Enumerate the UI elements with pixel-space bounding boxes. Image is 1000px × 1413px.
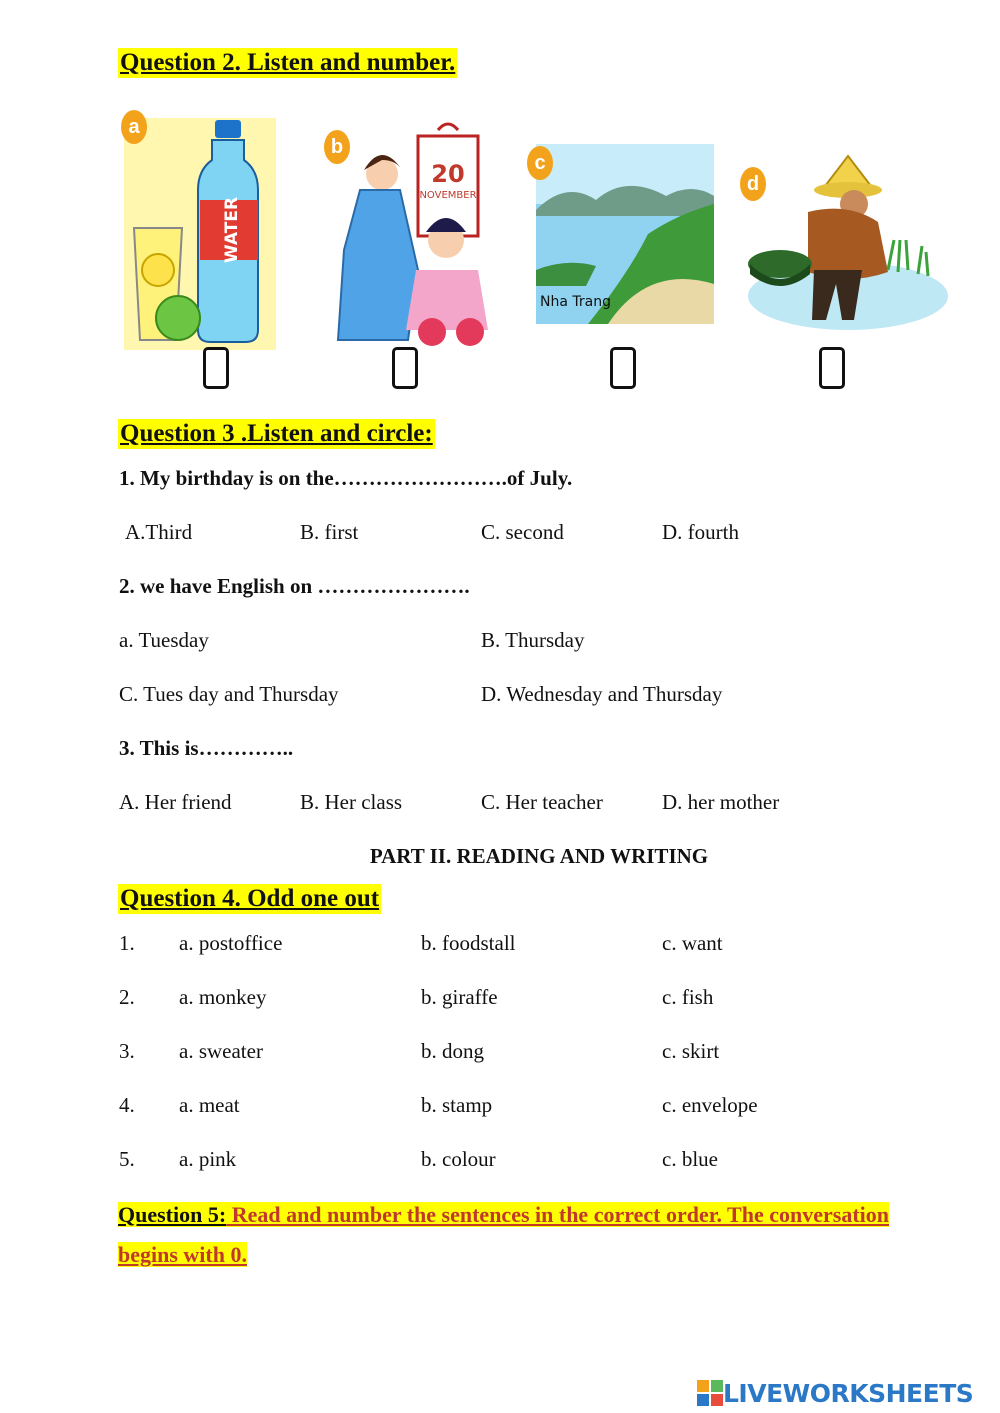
question-5-text-line-1: Read and number the sentences in the correct order. The conversation <box>226 1202 889 1227</box>
q3-question-1: 1. My birthday is on the…………………….of July. <box>119 466 573 490</box>
picture-a-letter: a <box>121 110 147 144</box>
q4-row-5-a[interactable]: a. pink <box>179 1147 237 1171</box>
answer-box-d[interactable] <box>819 347 845 389</box>
question-5-text-line-2: begins with 0. <box>118 1242 247 1267</box>
calendar-day: 20 <box>431 160 465 188</box>
logo-text: LIVEWORKSHEETS <box>723 1378 974 1408</box>
q3-3-option-d[interactable]: D. her mother <box>662 790 780 814</box>
question-5 <box>118 1195 958 1275</box>
q4-row-1-a[interactable]: a. postoffice <box>179 931 283 955</box>
q4-row-2-b[interactable]: b. giraffe <box>421 985 498 1009</box>
q3-2-option-d[interactable]: D. Wednesday and Thursday <box>481 682 723 706</box>
answer-box-a[interactable] <box>203 347 229 389</box>
q4-row-2-c[interactable]: c. fish <box>662 985 714 1009</box>
q4-row-3-num: 3. <box>119 1039 135 1063</box>
q4-row-3-b[interactable]: b. dong <box>421 1039 484 1063</box>
q4-row-3-a[interactable]: a. sweater <box>179 1039 263 1063</box>
part-2-title: PART II. READING AND WRITING <box>369 844 709 868</box>
q3-question-2: 2. we have English on …………………. <box>119 574 470 598</box>
liveworksheets-icon <box>697 1380 723 1406</box>
question-4-title: Question 4. Odd one out <box>120 885 380 912</box>
q3-1-option-c[interactable]: C. second <box>481 520 564 544</box>
q4-row-5-b[interactable]: b. colour <box>421 1147 496 1171</box>
q3-3-option-b[interactable]: B. Her class <box>300 790 403 814</box>
q4-row-4-c[interactable]: c. envelope <box>662 1093 758 1117</box>
picture-d-farmer <box>738 100 948 350</box>
q3-3-option-a[interactable]: A. Her friend <box>119 790 232 814</box>
picture-c-nha-trang <box>528 100 718 350</box>
q4-row-1-c[interactable]: c. want <box>662 931 723 955</box>
q4-row-4-num: 4. <box>119 1093 135 1117</box>
q4-row-2-a[interactable]: a. monkey <box>179 985 267 1009</box>
answer-box-c[interactable] <box>610 347 636 389</box>
q3-1-option-d[interactable]: D. fourth <box>662 520 739 544</box>
answer-box-b[interactable] <box>392 347 418 389</box>
place-label: Nha Trang <box>540 294 611 310</box>
q4-row-5-num: 5. <box>119 1147 135 1171</box>
picture-d-letter: d <box>740 167 766 201</box>
q3-question-3: 3. This is………….. <box>119 736 294 760</box>
q3-1-option-a[interactable]: A.Third <box>125 520 193 544</box>
liveworksheets-logo <box>697 1377 973 1409</box>
q4-row-5-c[interactable]: c. blue <box>662 1147 718 1171</box>
q3-3-option-c[interactable]: C. Her teacher <box>481 790 603 814</box>
q3-2-option-a[interactable]: a. Tuesday <box>119 628 209 652</box>
picture-c-letter: c <box>527 146 553 180</box>
q4-row-4-b[interactable]: b. stamp <box>421 1093 493 1117</box>
water-label: WATER <box>222 196 242 264</box>
calendar-month: NOVEMBER <box>419 190 477 201</box>
q4-row-3-c[interactable]: c. skirt <box>662 1039 720 1063</box>
question-2-title: Question 2. Listen and number. <box>120 49 456 76</box>
q4-row-4-a[interactable]: a. meat <box>179 1093 240 1117</box>
picture-b-letter: b <box>324 130 350 164</box>
q3-2-option-c[interactable]: C. Tues day and Thursday <box>119 682 339 706</box>
question-5-label: Question 5: <box>118 1202 227 1227</box>
q3-2-option-b[interactable]: B. Thursday <box>481 628 585 652</box>
q4-row-1-b[interactable]: b. foodstall <box>421 931 516 955</box>
q4-row-2-num: 2. <box>119 985 135 1009</box>
q4-row-1-num: 1. <box>119 931 135 955</box>
q3-1-option-b[interactable]: B. first <box>300 520 359 544</box>
question-3-title: Question 3 .Listen and circle: <box>120 420 433 447</box>
